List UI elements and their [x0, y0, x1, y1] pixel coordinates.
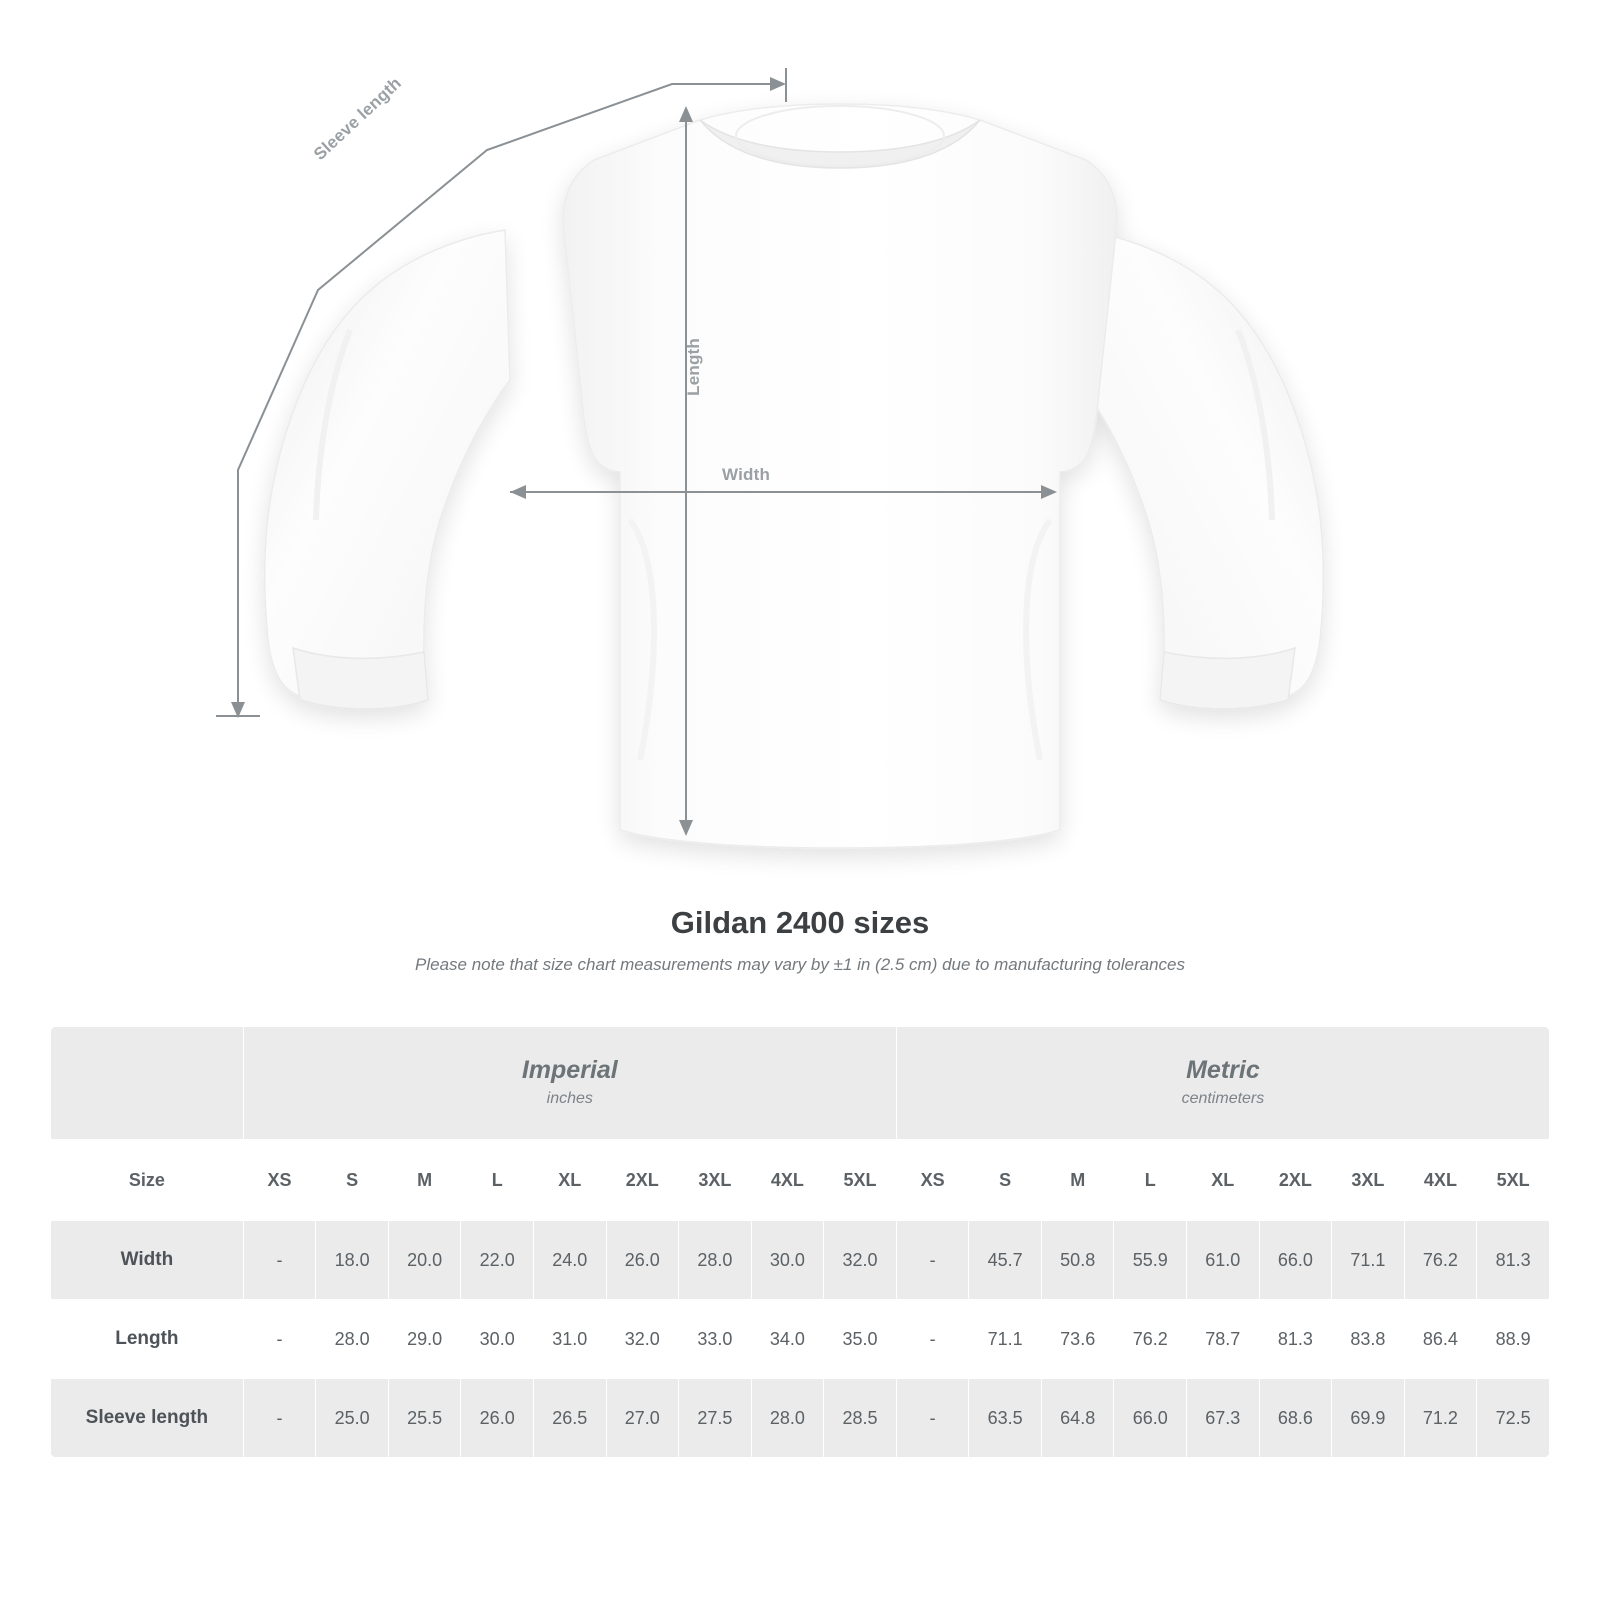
unit-group-imperial-sub: inches: [546, 1089, 593, 1107]
cell-width-l-in: 22.0: [461, 1221, 534, 1300]
cell-sleeve-s-in: 25.0: [316, 1379, 389, 1458]
cell-sleeve-3xl-in: 27.5: [679, 1379, 752, 1458]
column-header-5xl-imperial: 5XL: [824, 1140, 897, 1221]
column-header-xl-imperial: XL: [533, 1140, 606, 1221]
cell-width-s-in: 18.0: [316, 1221, 389, 1300]
cell-length-4xl-cm: 86.4: [1404, 1300, 1477, 1379]
table-header-row: [51, 1140, 1550, 1221]
cell-sleeve-s-cm: 63.5: [969, 1379, 1042, 1458]
unit-group-metric-sub: centimeters: [1181, 1089, 1265, 1107]
size-chart-table-wrap: [50, 1026, 1550, 1458]
cell-length-3xl-cm: 83.8: [1332, 1300, 1405, 1379]
column-header-l-metric: L: [1114, 1140, 1187, 1221]
cell-length-xl-in: 31.0: [533, 1300, 606, 1379]
cell-width-5xl-in: 32.0: [824, 1221, 897, 1300]
table-row: [51, 1300, 1550, 1379]
cell-length-4xl-in: 34.0: [751, 1300, 824, 1379]
cell-width-m-in: 20.0: [388, 1221, 461, 1300]
column-header-3xl-metric: 3XL: [1332, 1140, 1405, 1221]
cell-sleeve-5xl-cm: 72.5: [1477, 1379, 1550, 1458]
cell-width-3xl-in: 28.0: [679, 1221, 752, 1300]
column-header-size: Size: [51, 1140, 244, 1221]
cell-length-5xl-cm: 88.9: [1477, 1300, 1550, 1379]
cell-width-2xl-in: 26.0: [606, 1221, 679, 1300]
chart-title-block: [0, 905, 1600, 975]
column-header-2xl-imperial: 2XL: [606, 1140, 679, 1221]
cell-sleeve-5xl-in: 28.5: [824, 1379, 897, 1458]
column-header-s-metric: S: [969, 1140, 1042, 1221]
table-corner-cell: [51, 1027, 244, 1140]
cell-length-m-in: 29.0: [388, 1300, 461, 1379]
column-header-m-imperial: M: [388, 1140, 461, 1221]
cell-length-2xl-in: 32.0: [606, 1300, 679, 1379]
tolerance-note: Please note that size chart measurements may vary by ±1 in (2.5 cm) due to manufacturing tolerances: [415, 955, 1185, 974]
column-header-4xl-metric: 4XL: [1404, 1140, 1477, 1221]
length-dimension-label: Length: [684, 338, 703, 396]
cell-length-3xl-in: 33.0: [679, 1300, 752, 1379]
cell-width-l-cm: 55.9: [1114, 1221, 1187, 1300]
cell-length-xs-cm: -: [896, 1300, 969, 1379]
cell-sleeve-4xl-cm: 71.2: [1404, 1379, 1477, 1458]
cell-length-s-in: 28.0: [316, 1300, 389, 1379]
unit-group-imperial-name: Imperial: [521, 1056, 618, 1085]
row-header-length: Length: [51, 1300, 244, 1379]
cell-sleeve-4xl-in: 28.0: [751, 1379, 824, 1458]
cell-sleeve-m-cm: 64.8: [1041, 1379, 1114, 1458]
column-header-s-imperial: S: [316, 1140, 389, 1221]
cell-length-l-cm: 76.2: [1114, 1300, 1187, 1379]
cell-width-xs-in: -: [243, 1221, 316, 1300]
column-header-4xl-imperial: 4XL: [751, 1140, 824, 1221]
cell-length-2xl-cm: 81.3: [1259, 1300, 1332, 1379]
cell-length-m-cm: 73.6: [1041, 1300, 1114, 1379]
cell-length-xs-in: -: [243, 1300, 316, 1379]
sleeve-length-dimension-label: Sleeve length: [310, 73, 406, 164]
cell-width-4xl-in: 30.0: [751, 1221, 824, 1300]
shirt-shape: [265, 104, 1324, 848]
size-chart-table: [50, 1026, 1550, 1458]
column-header-xs-imperial: XS: [243, 1140, 316, 1221]
column-header-2xl-metric: 2XL: [1259, 1140, 1332, 1221]
cell-width-4xl-cm: 76.2: [1404, 1221, 1477, 1300]
column-header-5xl-metric: 5XL: [1477, 1140, 1550, 1221]
cell-width-xs-cm: -: [896, 1221, 969, 1300]
cell-width-xl-cm: 61.0: [1187, 1221, 1260, 1300]
column-header-xl-metric: XL: [1187, 1140, 1260, 1221]
cell-sleeve-m-in: 25.5: [388, 1379, 461, 1458]
row-header-sleeve-length: Sleeve length: [51, 1379, 244, 1458]
column-header-m-metric: M: [1041, 1140, 1114, 1221]
cell-sleeve-l-cm: 66.0: [1114, 1379, 1187, 1458]
cell-length-xl-cm: 78.7: [1187, 1300, 1260, 1379]
cell-length-l-in: 30.0: [461, 1300, 534, 1379]
width-dimension-label: Width: [722, 465, 771, 484]
cell-width-s-cm: 45.7: [969, 1221, 1042, 1300]
unit-group-metric-name: Metric: [1186, 1056, 1260, 1085]
column-header-l-imperial: L: [461, 1140, 534, 1221]
cell-length-5xl-in: 35.0: [824, 1300, 897, 1379]
cell-width-5xl-cm: 81.3: [1477, 1221, 1550, 1300]
cell-sleeve-2xl-in: 27.0: [606, 1379, 679, 1458]
row-header-width: Width: [51, 1221, 244, 1300]
table-row: [51, 1221, 1550, 1300]
cell-length-s-cm: 71.1: [969, 1300, 1042, 1379]
cell-width-3xl-cm: 71.1: [1332, 1221, 1405, 1300]
column-header-xs-metric: XS: [896, 1140, 969, 1221]
cell-sleeve-l-in: 26.0: [461, 1379, 534, 1458]
cell-sleeve-xs-cm: -: [896, 1379, 969, 1458]
cell-width-xl-in: 24.0: [533, 1221, 606, 1300]
table-row: [51, 1379, 1550, 1458]
unit-group-row: [51, 1027, 1550, 1140]
cell-width-2xl-cm: 66.0: [1259, 1221, 1332, 1300]
cell-width-m-cm: 50.8: [1041, 1221, 1114, 1300]
cell-sleeve-xl-cm: 67.3: [1187, 1379, 1260, 1458]
cell-sleeve-xl-in: 26.5: [533, 1379, 606, 1458]
column-header-3xl-imperial: 3XL: [679, 1140, 752, 1221]
page-title: Gildan 2400 sizes: [670, 905, 930, 940]
unit-group-metric: [896, 1027, 1549, 1140]
unit-group-imperial: [243, 1027, 896, 1140]
cell-sleeve-2xl-cm: 68.6: [1259, 1379, 1332, 1458]
cell-sleeve-xs-in: -: [243, 1379, 316, 1458]
cell-sleeve-3xl-cm: 69.9: [1332, 1379, 1405, 1458]
